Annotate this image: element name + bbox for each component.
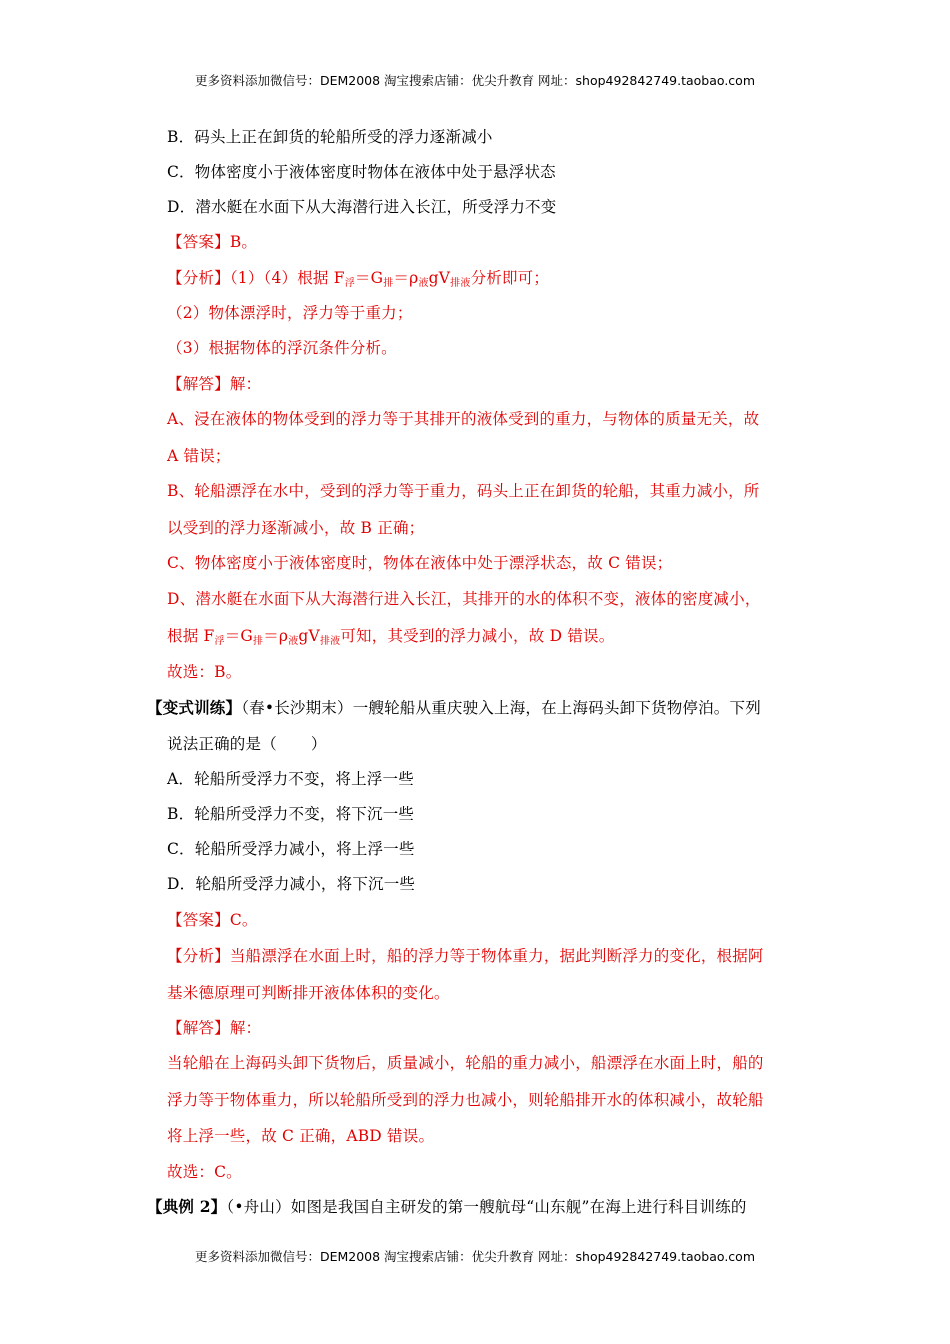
q1-option-d: D．潜水艇在水面下从大海潜行进入长江，所受浮力不变	[167, 198, 557, 216]
q2-solution-line-2: 浮力等于物体重力，所以轮船所受到的浮力也减小，则轮船排开水的体积减小，故轮船	[167, 1091, 764, 1109]
q2-tag: 【变式训练】	[147, 698, 242, 717]
q2-analysis-line-2: 基米德原理可判断排开液体体积的变化。	[167, 984, 450, 1002]
q2-stem-text: （春•长沙期末）一艘轮船从重庆驶入上海，在上海码头卸下货物停泊。下列	[241, 699, 761, 717]
analysis-tag: 【分析】	[167, 269, 230, 287]
solution-text: 可知，其受到的浮力减小，故 D 错误。	[340, 627, 615, 645]
q2-answer	[167, 910, 258, 930]
formula-part: gV	[428, 269, 451, 287]
q1-solution-d-line-2	[167, 626, 614, 649]
formula-part: ＝ρ	[263, 627, 289, 645]
q2-stem-line-2	[167, 734, 327, 754]
analysis-text: 当船漂浮在水面上时，船的浮力等于物体重力，据此判断浮力的变化，根据阿	[229, 947, 764, 965]
q2-option-a: A．轮船所受浮力不变，将上浮一些	[167, 770, 414, 788]
page-footer: 更多资料添加微信号：DEM2008 淘宝搜索店铺：优尖升教育 网址：shop492842749.taobao.com	[194, 1249, 756, 1264]
q3-tag: 【典例 2】	[147, 1197, 227, 1216]
q1-solution-b-line-1: B、轮船漂浮在水中，受到的浮力等于重力，码头上正在卸货的轮船，其重力减小，所	[167, 482, 760, 500]
q1-analysis-line-2: （2）物体漂浮时，浮力等于重力；	[167, 304, 413, 322]
analysis-text: （1）（4）根据 F	[229, 269, 345, 287]
q2-option-b: B．轮船所受浮力不变，将下沉一些	[167, 805, 415, 823]
subscript: 浮	[214, 636, 225, 647]
answer-tag: 【答案】	[167, 233, 230, 251]
q2-solution-line-1: 当轮船在上海码头卸下货物后，质量减小，轮船的重力减小，船漂浮在水面上时，船的	[167, 1054, 764, 1072]
subscript: 液	[418, 278, 429, 289]
subscript: 排	[383, 278, 394, 289]
q1-solution-b-line-2: 以受到的浮力逐渐减小，故 B 正确；	[167, 519, 425, 537]
q2-solution	[167, 1018, 261, 1038]
q1-answer	[167, 232, 257, 252]
solution-value: 解：	[229, 375, 262, 393]
q2-choose: 故选：C。	[167, 1163, 242, 1181]
q2-stem-text: 说法正确的是（	[167, 735, 277, 753]
q1-solution-c-line-1: C、物体密度小于液体密度时，物体在液体中处于漂浮状态，故 C 错误；	[167, 554, 673, 572]
q1-analysis-line-3: （3）根据物体的浮沉条件分析。	[167, 339, 397, 357]
subscript: 排液	[319, 636, 341, 647]
formula-part: ＝G	[224, 627, 253, 645]
solution-tag: 【解答】	[167, 375, 230, 393]
q1-choose: 故选：B。	[167, 663, 242, 681]
subscript: 排液	[450, 278, 471, 289]
q1-option-c: C．物体密度小于液体密度时物体在液体中处于悬浮状态	[167, 163, 556, 181]
q3-stem-text: （•舟山）如图是我国自主研发的第一艘航母“山东舰”在海上进行科目训练的	[226, 1198, 747, 1216]
solution-value: 解：	[229, 1019, 262, 1037]
q1-option-b: B．码头上正在卸货的轮船所受的浮力逐渐减小	[167, 128, 493, 146]
formula-part: ＝ρ	[393, 269, 419, 287]
solution-text: 根据 F	[167, 627, 215, 645]
q2-analysis-line-1	[167, 946, 764, 966]
subscript: 浮	[344, 278, 355, 289]
analysis-tag: 【分析】	[167, 947, 230, 965]
q2-solution-line-3: 将上浮一些，故 C 正确，ABD 错误。	[167, 1127, 435, 1145]
q1-analysis-line-1	[167, 268, 549, 291]
page-header: 更多资料添加微信号：DEM2008 淘宝搜索店铺：优尖升教育 网址：shop492842749.taobao.com	[194, 73, 756, 88]
q3-stem-line-1	[147, 1197, 747, 1217]
answer-value: B。	[229, 233, 258, 251]
solution-tag: 【解答】	[167, 1019, 230, 1037]
subscript: 液	[288, 636, 299, 647]
q1-solution-a-line-1: A、浸在液体的物体受到的浮力等于其排开的液体受到的重力，与物体的质量无关，故	[167, 410, 760, 428]
answer-tag: 【答案】	[167, 911, 230, 929]
formula-part: gV	[298, 627, 320, 645]
analysis-text: 分析即可；	[470, 269, 550, 287]
q2-stem-text: ）	[310, 735, 327, 753]
q1-solution	[167, 374, 261, 394]
answer-value: C。	[229, 911, 258, 929]
q2-option-d: D．轮船所受浮力减小，将下沉一些	[167, 875, 416, 893]
q2-option-c: C．轮船所受浮力减小，将上浮一些	[167, 840, 415, 858]
formula-part: ＝G	[354, 269, 384, 287]
q1-solution-a-line-2: A 错误；	[167, 447, 231, 465]
q2-stem-line-1	[147, 698, 761, 718]
subscript: 排	[252, 636, 264, 647]
q1-solution-d-line-1: D、潜水艇在水面下从大海潜行进入长江，其排开的水的体积不变，液体的密度减小，	[167, 590, 761, 608]
